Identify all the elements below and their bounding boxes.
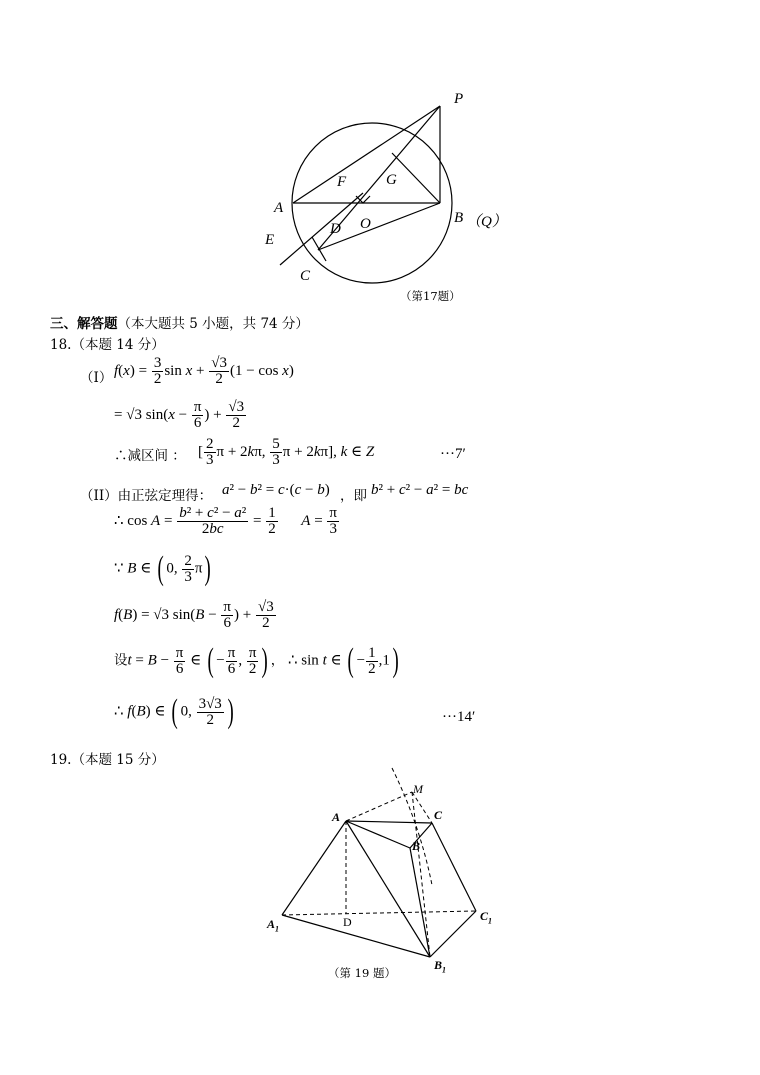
q18-fB-range: ∴ f(B) ∈ ( 0, $\frac{3√3}{2}$ ) <box>114 693 234 730</box>
label-e: E <box>265 232 275 248</box>
section-3-heading <box>50 312 309 332</box>
label-d: D <box>330 221 341 237</box>
q18-substitution: 设t = B − $\frac{\pi}{6}$ ∈ ( − $\frac{\pi}{6}$ , $\frac{\pi}{2}$ ) ， ∴ sin t ∈ ( − $\frac{1}{2}$ ,1) <box>114 642 399 679</box>
segment-g <box>392 153 440 203</box>
label-19-b1: $B_1$ <box>434 958 447 975</box>
q19-header: 19.（本题 15 分） <box>50 752 165 768</box>
q18-set-t: 设 <box>114 652 128 668</box>
edge-a-c <box>346 821 432 823</box>
label-p: P <box>454 91 464 107</box>
q18-f-formula: f(x) = $\frac{3}{2}$ sin x + $\frac{√3}{2}$ (1 − cos x) <box>114 355 294 387</box>
edge-b1-c1 <box>430 911 476 957</box>
q18-part2-text1: 由正弦定理得： <box>117 488 213 504</box>
q18-fB: f(B) = √3 sin(B − $\frac{\pi}{6}$ ) + $\frac{√3}{2}$ <box>114 599 274 631</box>
dashed-a1-c1 <box>282 911 476 915</box>
label-19-a: A <box>332 810 341 824</box>
label-19-c1: $C_1$ <box>480 909 493 926</box>
label-o: O <box>360 216 371 232</box>
edge-a-a1 <box>282 821 346 915</box>
q18-decrease-interval: [ $\frac{2}{3}$ π + 2kπ, $\frac{5}{3}$ π + 2kπ], k ∈ Z <box>198 436 375 468</box>
q18-sine-law: a² − b² = c·(c − b) <box>222 482 330 498</box>
q18-f-simplified: = √3 sin(x − $\frac{\pi}{6}$ ) + $\frac{√3}{2}$ <box>114 399 245 431</box>
label-19-m: M <box>413 782 423 796</box>
label-b: B <box>454 210 464 226</box>
q18-part2-text2: ，即 <box>340 488 367 504</box>
figure-19-caption: （第 19 题） <box>328 966 396 980</box>
label-19-b: B <box>412 839 421 853</box>
segment-ap <box>293 106 440 203</box>
section-3-title: 三、解答题 <box>50 316 118 332</box>
section-3-note: （本大题共 5 小题，共 74 分） <box>117 316 309 332</box>
q18-bc-relation: b² + c² − a² = bc <box>371 482 469 498</box>
label-19-a1: $A_1$ <box>267 917 280 934</box>
q18-decrease-row <box>114 444 186 464</box>
figure-19-diagram <box>260 765 500 965</box>
q18-score-7: ···7′ <box>440 446 466 462</box>
edge-a-b <box>346 821 410 848</box>
label-g: G <box>386 172 397 188</box>
q18-comma: ， <box>270 652 285 668</box>
q18-score-14: ···14′ <box>442 709 476 725</box>
figure-17-caption: （第17题） <box>400 289 461 303</box>
q18-part1-label: （I） <box>80 370 113 386</box>
q18-part2-line <box>80 484 212 504</box>
label-19-d: D <box>343 915 352 929</box>
label-c: C <box>300 268 311 284</box>
label-19-c: C <box>434 808 443 822</box>
label-f: F <box>337 174 347 190</box>
q18-decrease-label: ∴减区间 ： <box>114 448 186 464</box>
edge-c-c1 <box>432 823 476 911</box>
dashed-a-m <box>346 792 412 821</box>
q18-B-range: ∵ B ∈ ( 0, $\frac{2}{3}$ π) <box>114 550 212 587</box>
q18-header: 18.（本题 14 分） <box>50 337 165 353</box>
q18-part2-label: （II） <box>80 488 118 504</box>
label-a: A <box>274 200 284 216</box>
label-q: （Q） <box>466 214 507 230</box>
q18-cosA: ∴ cos A = $\frac{\text{b² + c² − a²}}{2bc}$ = $\frac{1}{2}$ A = $\frac{\pi}{3}$ <box>114 505 337 537</box>
dashed-arc <box>392 768 432 885</box>
